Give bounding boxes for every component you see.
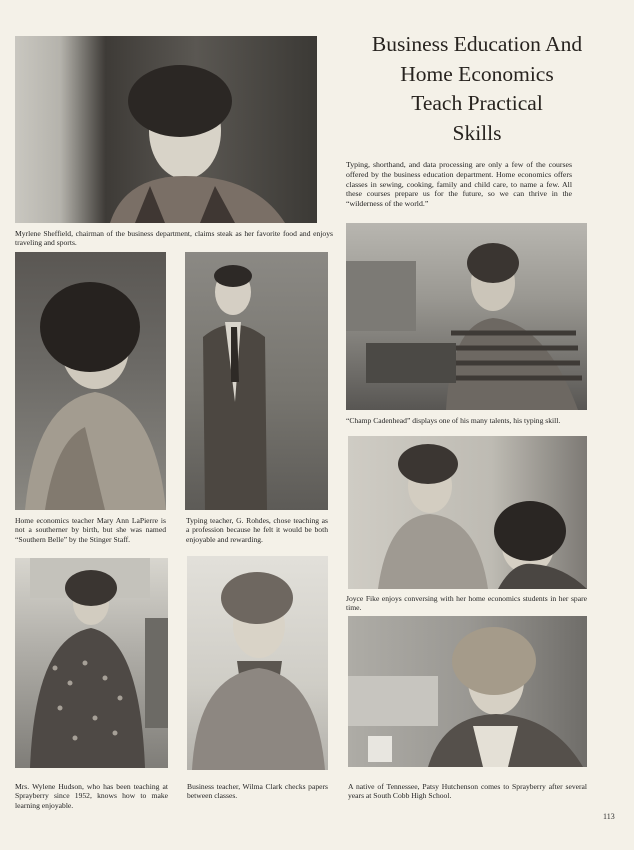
intro-paragraph: Typing, shorthand, and data processing are only a few of the courses offered by the business education department. Home economics offers classes in sewing, cooking, family and child care, to name a few. All these courses prepare us for the future, so we can thrive in the “wilderness of the world.” [346, 160, 572, 209]
photo-hutchenson [348, 616, 587, 767]
caption-cadenhead: “Champ Cadenhead” displays one of his many talents, his typing skill. [346, 416, 561, 425]
photo-sheffield [15, 36, 317, 223]
caption-hudson: Mrs. Wylene Hudson, who has been teaching at Sprayberry since 1952, knows how to make learning enjoyable. [15, 782, 168, 810]
title-line-3: Teach Practical [411, 91, 543, 115]
photo-lapierre [15, 252, 166, 510]
caption-rohdes: Typing teacher, G. Rohdes, chose teaching as a profession because he felt it would be both enjoyable and rewarding. [186, 516, 328, 544]
photo-fike [348, 436, 587, 589]
title-line-1: Business Education And [371, 32, 583, 56]
page-number: 113 [603, 812, 615, 821]
photo-rohdes [185, 252, 328, 510]
page-title [332, 30, 622, 148]
caption-clark: Business teacher, Wilma Clark checks papers between classes. [187, 782, 328, 801]
caption-lapierre: Home economics teacher Mary Ann LaPierre is not a southerner by birth, but she was named “Southern Belle” by the Stinger Staff. [15, 516, 166, 544]
title-line-2: Home Economics [400, 61, 554, 86]
photo-clark [187, 556, 328, 770]
title-line-4: Skills [452, 120, 502, 145]
caption-hutchenson: A native of Tennessee, Patsy Hutchenson comes to Sprayberry after several years at South Cobb High School. [348, 782, 587, 801]
caption-fike: Joyce Fike enjoys conversing with her home economics students in her spare time. [346, 594, 587, 613]
photo-cadenhead [346, 223, 587, 410]
photo-hudson [15, 558, 168, 768]
caption-sheffield: Myrlene Sheffield, chairman of the business department, claims steak as her favorite food and enjoys traveling and sports. [15, 229, 333, 248]
